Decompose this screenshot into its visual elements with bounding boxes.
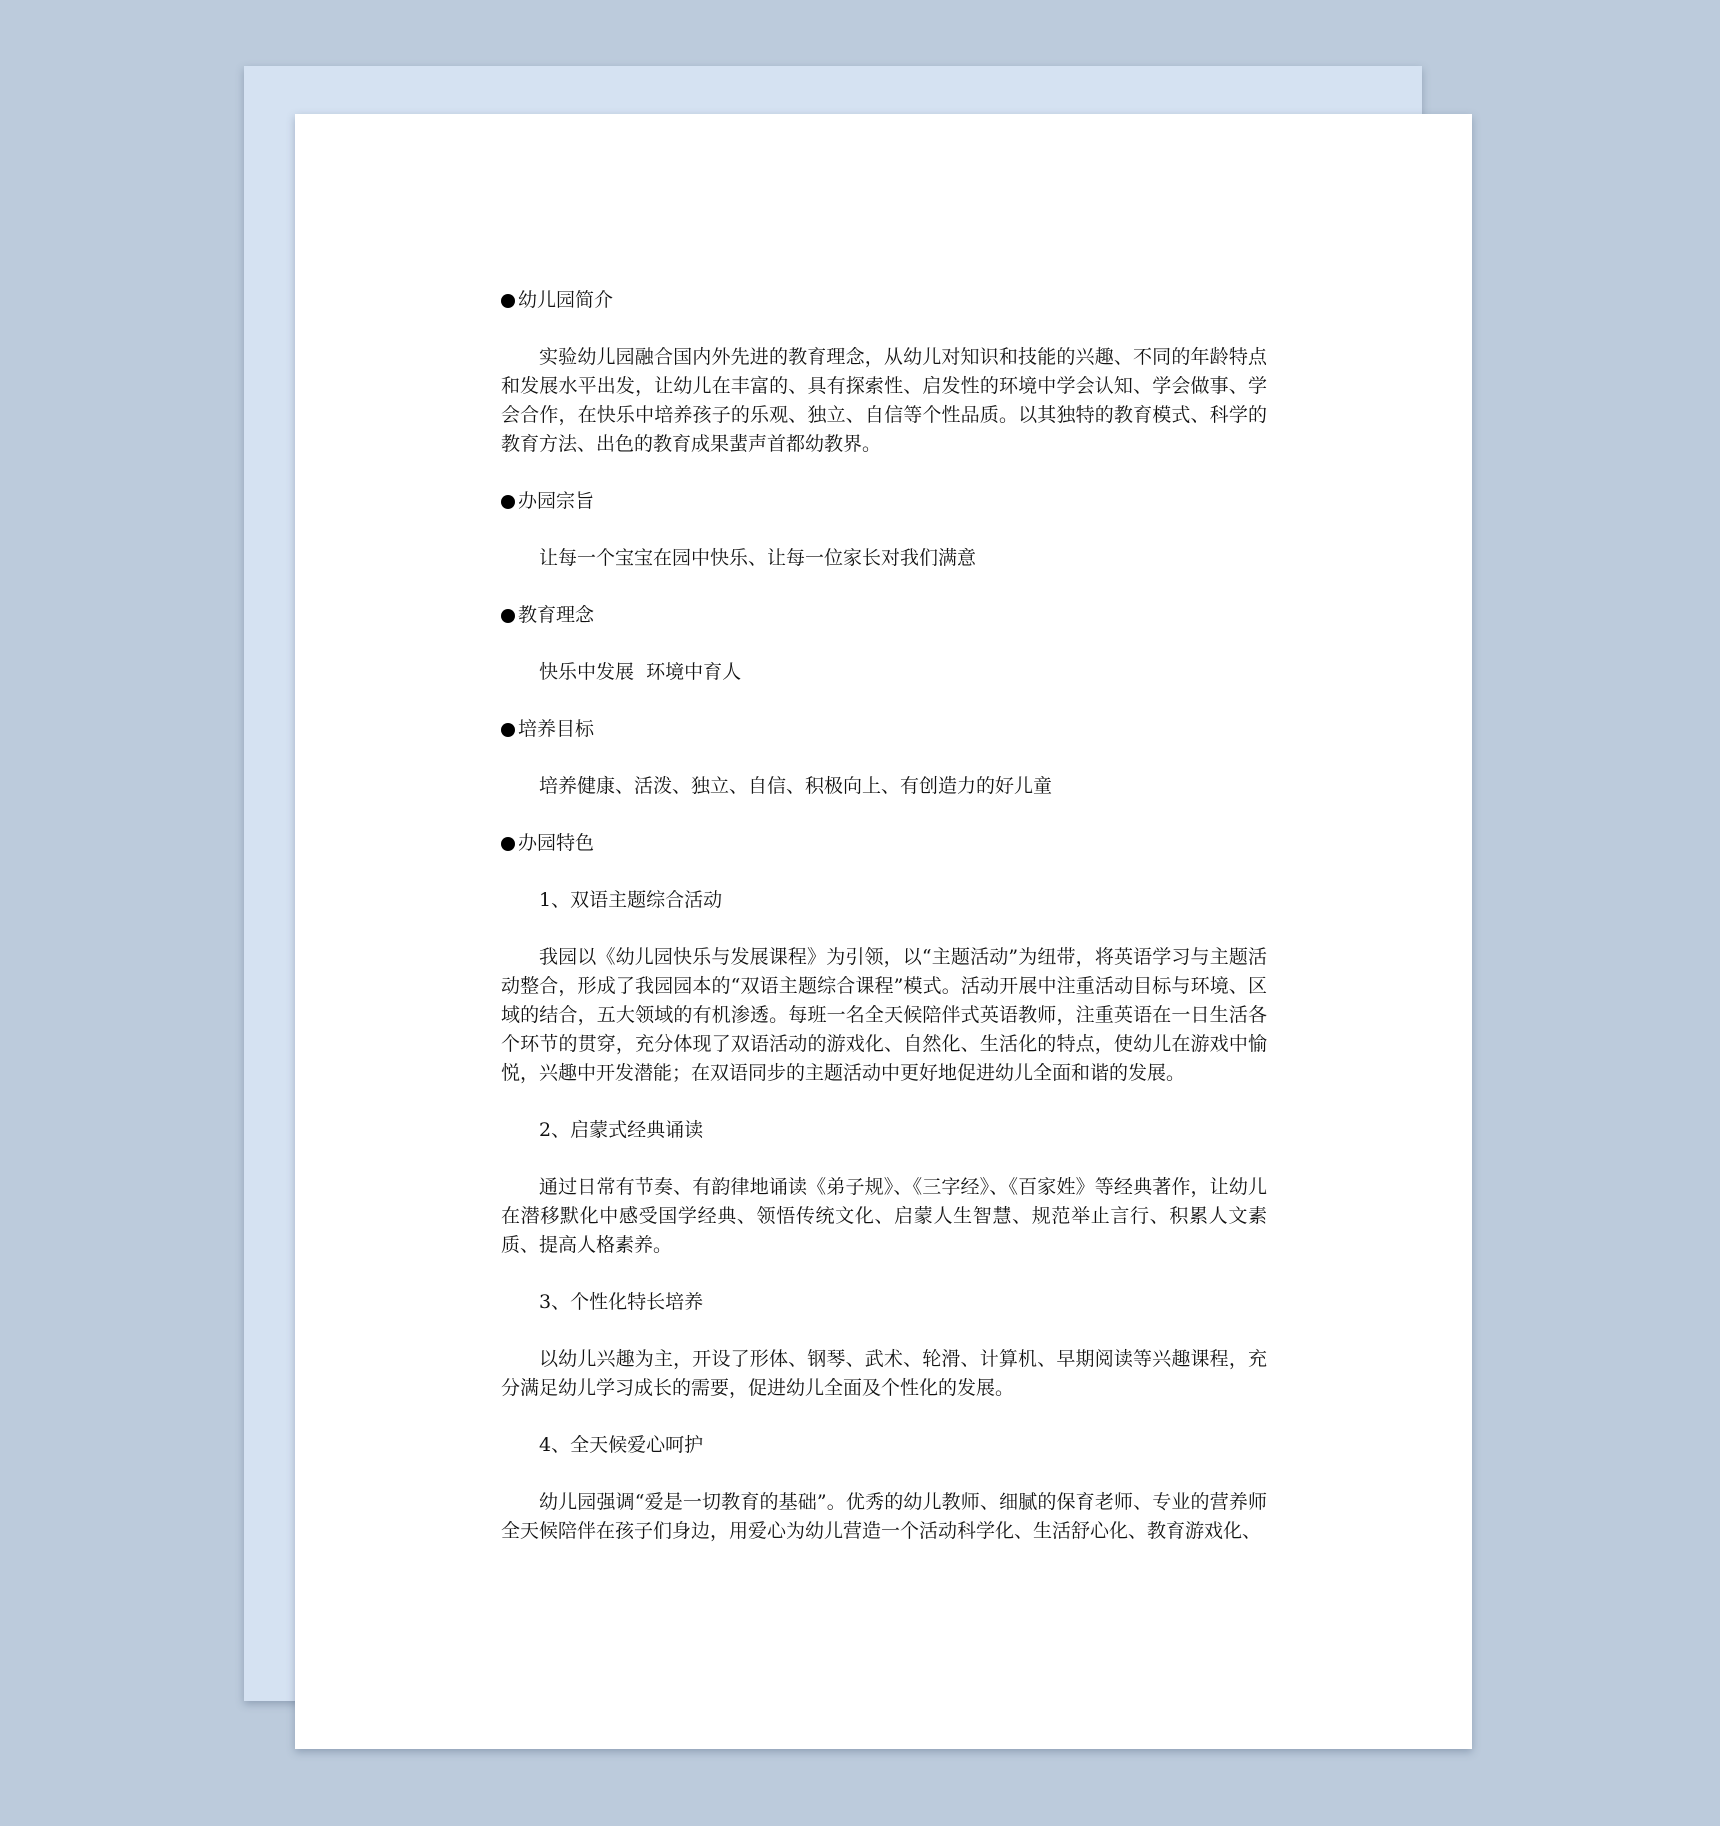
bullet-icon	[501, 294, 515, 308]
bullet-icon	[501, 837, 515, 851]
feature-paragraph: 我园以《幼儿园快乐与发展课程》为引领，以“主题活动”为纽带，将英语学习与主题活动整合，形成了我园园本的“双语主题综合课程”模式。活动开展中注重活动目标与环境、区域的结合，五大领域的有机渗透。每班一名全天候陪伴式英语教师，注重英语在一日生活各个环节的贯穿，充分体现了双语活动的游戏化、自然化、生活化的特点，使幼儿在游戏中愉悦，兴趣中开发潜能；在双语同步的主题活动中更好地促进幼儿全面和谐的发展。	[501, 946, 1267, 1084]
section-heading-text: 办园特色	[518, 832, 595, 854]
section-heading-purpose	[501, 487, 1267, 516]
bullet-icon	[501, 495, 515, 509]
document-page	[295, 114, 1472, 1749]
feature-paragraph: 通过日常有节奏、有韵律地诵读《弟子规》、《三字经》、《百家姓》等经典著作，让幼儿在潜移默化中感受国学经典、领悟传统文化、启蒙人生智慧、规范举止言行、积累人文素质、提高人格素养。	[501, 1176, 1267, 1256]
feature-paragraph: 以幼儿兴趣为主，开设了形体、钢琴、武术、轮滑、计算机、早期阅读等兴趣课程，充分满足幼儿学习成长的需要，促进幼儿全面及个性化的发展。	[501, 1348, 1267, 1399]
section-heading-features	[501, 829, 1267, 858]
intro-paragraph: 实验幼儿园融合国内外先进的教育理念，从幼儿对知识和技能的兴趣、不同的年龄特点和发展水平出发，让幼儿在丰富的、具有探索性、启发性的环境中学会认知、学会做事、学会合作，在快乐中培养孩子的乐观、独立、自信等个性品质。以其独特的教育模式、科学的教育方法、出色的教育成果蜚声首都幼教界。	[501, 346, 1267, 455]
feature-title: 4、全天候爱心呵护	[539, 1434, 704, 1456]
feature-title: 3、个性化特长培养	[539, 1291, 704, 1313]
philosophy-paragraph: 快乐中发展 环境中育人	[539, 661, 742, 683]
feature-title: 1、双语主题综合活动	[539, 889, 723, 911]
goals-paragraph: 培养健康、活泼、独立、自信、积极向上、有创造力的好儿童	[539, 775, 1053, 797]
section-heading-text: 幼儿园简介	[518, 289, 614, 311]
bullet-icon	[501, 609, 515, 623]
section-heading-philosophy	[501, 601, 1267, 630]
section-heading-text: 办园宗旨	[518, 490, 595, 512]
document-content	[501, 286, 1267, 1574]
section-heading-text: 培养目标	[518, 718, 595, 740]
section-heading-goals	[501, 715, 1267, 744]
section-heading-text: 教育理念	[518, 604, 595, 626]
feature-paragraph: 幼儿园强调“爱是一切教育的基础”。优秀的幼儿教师、细腻的保育老师、专业的营养师全天候陪伴在孩子们身边，用爱心为幼儿营造一个活动科学化、生活舒心化、教育游戏化、	[501, 1491, 1267, 1542]
purpose-paragraph: 让每一个宝宝在园中快乐、让每一位家长对我们满意	[539, 547, 977, 569]
section-heading-intro	[501, 286, 1267, 315]
feature-title: 2、启蒙式经典诵读	[539, 1119, 704, 1141]
bullet-icon	[501, 723, 515, 737]
